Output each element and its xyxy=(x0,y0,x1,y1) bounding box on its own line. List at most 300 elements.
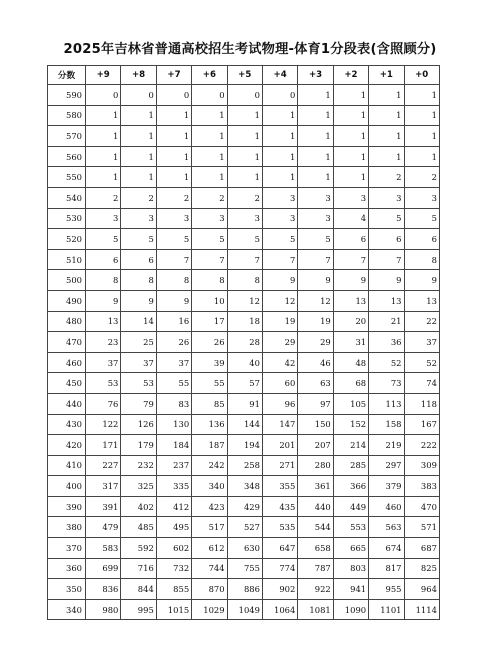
count-cell: 53 xyxy=(86,373,121,394)
count-cell: 1 xyxy=(86,105,121,126)
count-cell: 3 xyxy=(121,208,156,229)
column-header: 分数 xyxy=(48,66,86,85)
table-row xyxy=(48,517,440,538)
count-cell: 3 xyxy=(86,208,121,229)
table-row xyxy=(48,599,440,620)
count-cell: 1 xyxy=(298,126,333,147)
page-title: 2025年吉林省普通高校招生考试物理-体育1分段表(含照顾分) xyxy=(63,42,437,57)
count-cell: 13 xyxy=(86,311,121,332)
count-cell: 3 xyxy=(156,208,191,229)
count-cell: 207 xyxy=(298,435,333,456)
count-cell: 6 xyxy=(121,249,156,270)
count-cell: 1 xyxy=(156,167,191,188)
table-row xyxy=(48,373,440,394)
count-cell: 699 xyxy=(86,558,121,579)
count-cell: 52 xyxy=(369,352,404,373)
count-cell: 647 xyxy=(262,538,297,559)
count-cell: 495 xyxy=(156,517,191,538)
table-row xyxy=(48,270,440,291)
count-cell: 6 xyxy=(369,229,404,250)
score-cell: 390 xyxy=(48,496,86,517)
count-cell: 2 xyxy=(404,167,439,188)
table-row xyxy=(48,455,440,476)
table-header-row xyxy=(48,66,440,85)
table-row xyxy=(48,476,440,497)
table-row xyxy=(48,496,440,517)
count-cell: 258 xyxy=(227,455,262,476)
count-cell: 774 xyxy=(262,558,297,579)
count-cell: 1 xyxy=(121,105,156,126)
count-cell: 423 xyxy=(192,496,227,517)
count-cell: 46 xyxy=(298,352,333,373)
score-cell: 590 xyxy=(48,85,86,106)
count-cell: 1 xyxy=(86,167,121,188)
count-cell: 222 xyxy=(404,435,439,456)
count-cell: 1 xyxy=(298,146,333,167)
count-cell: 355 xyxy=(262,476,297,497)
count-cell: 83 xyxy=(156,393,191,414)
count-cell: 1064 xyxy=(262,599,297,620)
count-cell: 1 xyxy=(262,146,297,167)
count-cell: 592 xyxy=(121,538,156,559)
count-cell: 97 xyxy=(298,393,333,414)
count-cell: 8 xyxy=(404,249,439,270)
count-cell: 3 xyxy=(262,187,297,208)
count-cell: 1 xyxy=(192,146,227,167)
count-cell: 147 xyxy=(262,414,297,435)
count-cell: 348 xyxy=(227,476,262,497)
table-row xyxy=(48,146,440,167)
count-cell: 732 xyxy=(156,558,191,579)
column-header: +2 xyxy=(333,66,368,85)
count-cell: 744 xyxy=(192,558,227,579)
count-cell: 55 xyxy=(156,373,191,394)
table-row xyxy=(48,126,440,147)
count-cell: 68 xyxy=(333,373,368,394)
count-cell: 19 xyxy=(298,311,333,332)
count-cell: 440 xyxy=(298,496,333,517)
count-cell: 1 xyxy=(192,167,227,188)
count-cell: 3 xyxy=(192,208,227,229)
count-cell: 1114 xyxy=(404,599,439,620)
table-row xyxy=(48,558,440,579)
score-cell: 400 xyxy=(48,476,86,497)
table-row xyxy=(48,229,440,250)
count-cell: 242 xyxy=(192,455,227,476)
count-cell: 630 xyxy=(227,538,262,559)
count-cell: 941 xyxy=(333,579,368,600)
count-cell: 825 xyxy=(404,558,439,579)
count-cell: 391 xyxy=(86,496,121,517)
count-cell: 28 xyxy=(227,332,262,353)
count-cell: 37 xyxy=(156,352,191,373)
count-cell: 91 xyxy=(227,393,262,414)
table-row xyxy=(48,435,440,456)
count-cell: 340 xyxy=(192,476,227,497)
count-cell: 74 xyxy=(404,373,439,394)
count-cell: 63 xyxy=(298,373,333,394)
count-cell: 1 xyxy=(369,105,404,126)
count-cell: 5 xyxy=(298,229,333,250)
count-cell: 5 xyxy=(192,229,227,250)
count-cell: 1 xyxy=(262,105,297,126)
count-cell: 237 xyxy=(156,455,191,476)
count-cell: 167 xyxy=(404,414,439,435)
count-cell: 5 xyxy=(86,229,121,250)
count-cell: 1015 xyxy=(156,599,191,620)
score-cell: 380 xyxy=(48,517,86,538)
count-cell: 309 xyxy=(404,455,439,476)
count-cell: 317 xyxy=(86,476,121,497)
count-cell: 1 xyxy=(369,85,404,106)
table-row xyxy=(48,393,440,414)
count-cell: 1 xyxy=(121,167,156,188)
count-cell: 1 xyxy=(333,167,368,188)
count-cell: 1 xyxy=(333,126,368,147)
count-cell: 48 xyxy=(333,352,368,373)
count-cell: 479 xyxy=(86,517,121,538)
count-cell: 16 xyxy=(156,311,191,332)
count-cell: 1 xyxy=(333,85,368,106)
count-cell: 2 xyxy=(156,187,191,208)
count-cell: 1 xyxy=(86,146,121,167)
count-cell: 9 xyxy=(156,290,191,311)
count-cell: 995 xyxy=(121,599,156,620)
score-cell: 370 xyxy=(48,538,86,559)
count-cell: 9 xyxy=(369,270,404,291)
count-cell: 194 xyxy=(227,435,262,456)
count-cell: 37 xyxy=(121,352,156,373)
count-cell: 21 xyxy=(369,311,404,332)
count-cell: 9 xyxy=(262,270,297,291)
count-cell: 817 xyxy=(369,558,404,579)
table-body xyxy=(48,85,440,620)
count-cell: 612 xyxy=(192,538,227,559)
count-cell: 379 xyxy=(369,476,404,497)
table-row xyxy=(48,85,440,106)
score-cell: 510 xyxy=(48,249,86,270)
count-cell: 57 xyxy=(227,373,262,394)
count-cell: 787 xyxy=(298,558,333,579)
count-cell: 55 xyxy=(192,373,227,394)
column-header: +3 xyxy=(298,66,333,85)
count-cell: 1101 xyxy=(369,599,404,620)
count-cell: 31 xyxy=(333,332,368,353)
count-cell: 150 xyxy=(298,414,333,435)
count-cell: 3 xyxy=(333,187,368,208)
count-cell: 527 xyxy=(227,517,262,538)
count-cell: 325 xyxy=(121,476,156,497)
count-cell: 1 xyxy=(192,105,227,126)
count-cell: 1 xyxy=(192,126,227,147)
count-cell: 3 xyxy=(404,187,439,208)
count-cell: 1 xyxy=(121,146,156,167)
count-cell: 886 xyxy=(227,579,262,600)
score-cell: 540 xyxy=(48,187,86,208)
table-row xyxy=(48,249,440,270)
count-cell: 39 xyxy=(192,352,227,373)
table-row xyxy=(48,538,440,559)
count-cell: 13 xyxy=(369,290,404,311)
count-cell: 9 xyxy=(333,270,368,291)
count-cell: 136 xyxy=(192,414,227,435)
table-row xyxy=(48,579,440,600)
count-cell: 271 xyxy=(262,455,297,476)
count-cell: 583 xyxy=(86,538,121,559)
column-header: +5 xyxy=(227,66,262,85)
count-cell: 412 xyxy=(156,496,191,517)
count-cell: 1 xyxy=(156,105,191,126)
count-cell: 5 xyxy=(121,229,156,250)
count-cell: 836 xyxy=(86,579,121,600)
count-cell: 13 xyxy=(333,290,368,311)
count-cell: 37 xyxy=(86,352,121,373)
count-cell: 144 xyxy=(227,414,262,435)
count-cell: 955 xyxy=(369,579,404,600)
score-cell: 340 xyxy=(48,599,86,620)
table-row xyxy=(48,311,440,332)
column-header: +4 xyxy=(262,66,297,85)
table-row xyxy=(48,208,440,229)
score-cell: 430 xyxy=(48,414,86,435)
count-cell: 19 xyxy=(262,311,297,332)
count-cell: 571 xyxy=(404,517,439,538)
score-cell: 440 xyxy=(48,393,86,414)
count-cell: 366 xyxy=(333,476,368,497)
column-header: +1 xyxy=(369,66,404,85)
count-cell: 980 xyxy=(86,599,121,620)
count-cell: 7 xyxy=(369,249,404,270)
count-cell: 1 xyxy=(404,85,439,106)
count-cell: 1 xyxy=(333,146,368,167)
count-cell: 1081 xyxy=(298,599,333,620)
column-header: +0 xyxy=(404,66,439,85)
count-cell: 60 xyxy=(262,373,297,394)
count-cell: 2 xyxy=(227,187,262,208)
count-cell: 29 xyxy=(298,332,333,353)
count-cell: 158 xyxy=(369,414,404,435)
count-cell: 844 xyxy=(121,579,156,600)
count-cell: 5 xyxy=(156,229,191,250)
count-cell: 402 xyxy=(121,496,156,517)
count-cell: 674 xyxy=(369,538,404,559)
count-cell: 6 xyxy=(404,229,439,250)
count-cell: 122 xyxy=(86,414,121,435)
count-cell: 26 xyxy=(192,332,227,353)
count-cell: 535 xyxy=(262,517,297,538)
count-cell: 36 xyxy=(369,332,404,353)
count-cell: 187 xyxy=(192,435,227,456)
count-cell: 3 xyxy=(298,208,333,229)
count-cell: 1 xyxy=(227,105,262,126)
count-cell: 5 xyxy=(262,229,297,250)
count-cell: 563 xyxy=(369,517,404,538)
count-cell: 435 xyxy=(262,496,297,517)
count-cell: 855 xyxy=(156,579,191,600)
count-cell: 902 xyxy=(262,579,297,600)
count-cell: 6 xyxy=(86,249,121,270)
count-cell: 79 xyxy=(121,393,156,414)
count-cell: 1 xyxy=(262,126,297,147)
table-row xyxy=(48,167,440,188)
count-cell: 214 xyxy=(333,435,368,456)
score-cell: 480 xyxy=(48,311,86,332)
count-cell: 1029 xyxy=(192,599,227,620)
count-cell: 3 xyxy=(262,208,297,229)
count-cell: 29 xyxy=(262,332,297,353)
count-cell: 5 xyxy=(369,208,404,229)
count-cell: 85 xyxy=(192,393,227,414)
count-cell: 22 xyxy=(404,311,439,332)
count-cell: 152 xyxy=(333,414,368,435)
count-cell: 171 xyxy=(86,435,121,456)
count-cell: 8 xyxy=(156,270,191,291)
table-row xyxy=(48,332,440,353)
count-cell: 13 xyxy=(404,290,439,311)
count-cell: 7 xyxy=(262,249,297,270)
count-cell: 201 xyxy=(262,435,297,456)
count-cell: 658 xyxy=(298,538,333,559)
count-cell: 553 xyxy=(333,517,368,538)
count-cell: 1 xyxy=(404,105,439,126)
count-cell: 1 xyxy=(298,167,333,188)
count-cell: 285 xyxy=(333,455,368,476)
count-cell: 7 xyxy=(156,249,191,270)
count-cell: 18 xyxy=(227,311,262,332)
score-cell: 550 xyxy=(48,167,86,188)
count-cell: 7 xyxy=(333,249,368,270)
count-cell: 9 xyxy=(86,290,121,311)
count-cell: 9 xyxy=(298,270,333,291)
count-cell: 4 xyxy=(333,208,368,229)
score-cell: 560 xyxy=(48,146,86,167)
count-cell: 2 xyxy=(192,187,227,208)
count-cell: 1 xyxy=(156,146,191,167)
score-cell: 530 xyxy=(48,208,86,229)
count-cell: 1 xyxy=(156,126,191,147)
count-cell: 7 xyxy=(227,249,262,270)
count-cell: 25 xyxy=(121,332,156,353)
count-cell: 8 xyxy=(227,270,262,291)
score-cell: 570 xyxy=(48,126,86,147)
count-cell: 96 xyxy=(262,393,297,414)
count-cell: 449 xyxy=(333,496,368,517)
score-cell: 470 xyxy=(48,332,86,353)
count-cell: 219 xyxy=(369,435,404,456)
score-distribution-table xyxy=(47,65,440,620)
count-cell: 10 xyxy=(192,290,227,311)
score-cell: 460 xyxy=(48,352,86,373)
count-cell: 126 xyxy=(121,414,156,435)
count-cell: 23 xyxy=(86,332,121,353)
count-cell: 9 xyxy=(121,290,156,311)
count-cell: 14 xyxy=(121,311,156,332)
table-row xyxy=(48,290,440,311)
count-cell: 687 xyxy=(404,538,439,559)
count-cell: 1 xyxy=(86,126,121,147)
count-cell: 665 xyxy=(333,538,368,559)
count-cell: 17 xyxy=(192,311,227,332)
count-cell: 2 xyxy=(86,187,121,208)
score-cell: 410 xyxy=(48,455,86,476)
count-cell: 361 xyxy=(298,476,333,497)
count-cell: 2 xyxy=(121,187,156,208)
score-cell: 450 xyxy=(48,373,86,394)
count-cell: 0 xyxy=(192,85,227,106)
count-cell: 12 xyxy=(262,290,297,311)
count-cell: 20 xyxy=(333,311,368,332)
count-cell: 803 xyxy=(333,558,368,579)
table-row xyxy=(48,352,440,373)
column-header: +7 xyxy=(156,66,191,85)
count-cell: 9 xyxy=(404,270,439,291)
count-cell: 7 xyxy=(298,249,333,270)
count-cell: 0 xyxy=(227,85,262,106)
count-cell: 5 xyxy=(404,208,439,229)
column-header: +6 xyxy=(192,66,227,85)
count-cell: 113 xyxy=(369,393,404,414)
count-cell: 383 xyxy=(404,476,439,497)
count-cell: 8 xyxy=(192,270,227,291)
count-cell: 73 xyxy=(369,373,404,394)
count-cell: 26 xyxy=(156,332,191,353)
table-row xyxy=(48,187,440,208)
count-cell: 1 xyxy=(298,105,333,126)
score-cell: 420 xyxy=(48,435,86,456)
count-cell: 1 xyxy=(227,167,262,188)
count-cell: 1 xyxy=(227,146,262,167)
score-cell: 490 xyxy=(48,290,86,311)
table-row xyxy=(48,414,440,435)
score-cell: 350 xyxy=(48,579,86,600)
count-cell: 3 xyxy=(298,187,333,208)
column-header: +9 xyxy=(86,66,121,85)
count-cell: 7 xyxy=(192,249,227,270)
count-cell: 544 xyxy=(298,517,333,538)
count-cell: 0 xyxy=(156,85,191,106)
count-cell: 1 xyxy=(333,105,368,126)
count-cell: 1 xyxy=(298,85,333,106)
count-cell: 280 xyxy=(298,455,333,476)
count-cell: 1 xyxy=(262,167,297,188)
count-cell: 1 xyxy=(369,126,404,147)
count-cell: 76 xyxy=(86,393,121,414)
count-cell: 602 xyxy=(156,538,191,559)
count-cell: 37 xyxy=(404,332,439,353)
count-cell: 335 xyxy=(156,476,191,497)
count-cell: 232 xyxy=(121,455,156,476)
count-cell: 429 xyxy=(227,496,262,517)
score-cell: 500 xyxy=(48,270,86,291)
count-cell: 6 xyxy=(333,229,368,250)
count-cell: 460 xyxy=(369,496,404,517)
count-cell: 105 xyxy=(333,393,368,414)
count-cell: 8 xyxy=(86,270,121,291)
count-cell: 1 xyxy=(404,126,439,147)
count-cell: 1049 xyxy=(227,599,262,620)
count-cell: 922 xyxy=(298,579,333,600)
count-cell: 0 xyxy=(262,85,297,106)
count-cell: 1090 xyxy=(333,599,368,620)
count-cell: 1 xyxy=(227,126,262,147)
count-cell: 118 xyxy=(404,393,439,414)
count-cell: 5 xyxy=(227,229,262,250)
count-cell: 227 xyxy=(86,455,121,476)
count-cell: 470 xyxy=(404,496,439,517)
count-cell: 870 xyxy=(192,579,227,600)
count-cell: 12 xyxy=(298,290,333,311)
count-cell: 1 xyxy=(369,146,404,167)
